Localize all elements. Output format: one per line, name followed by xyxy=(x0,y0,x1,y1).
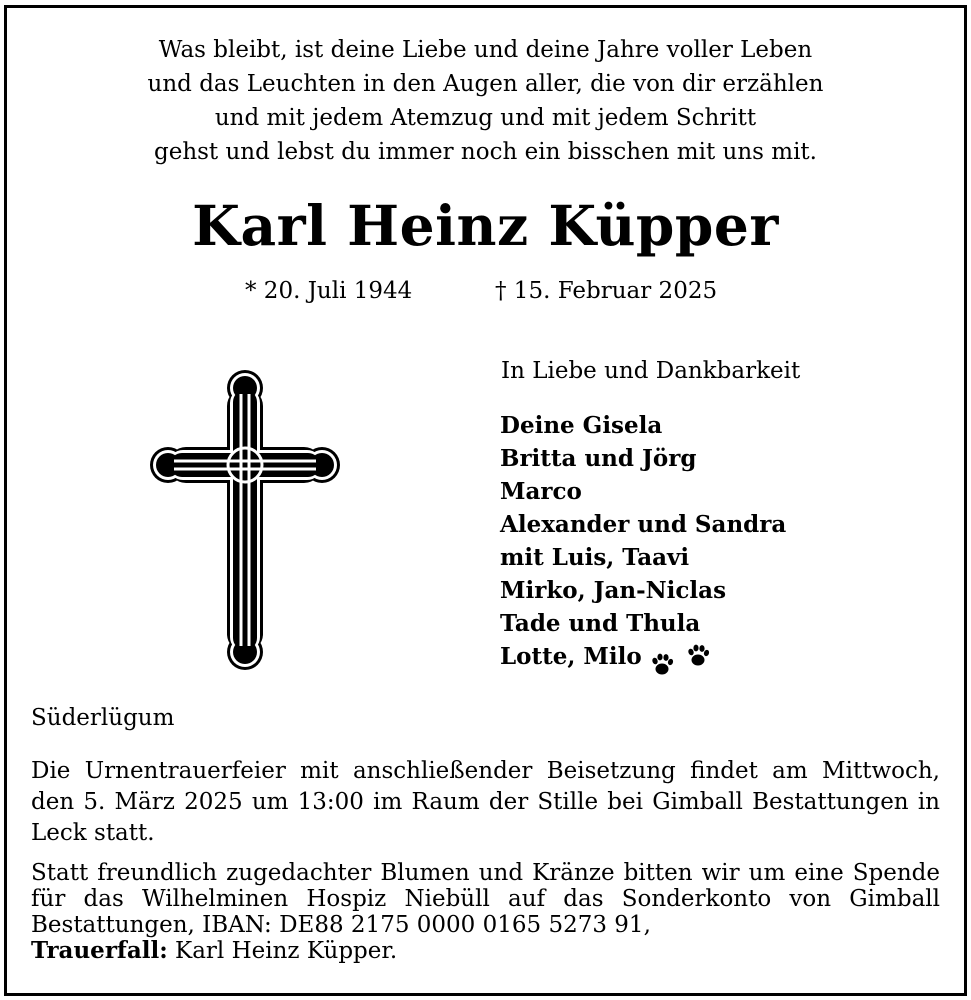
deceased-name: Karl Heinz Küpper xyxy=(192,193,779,258)
paw-print-icon xyxy=(650,651,674,677)
family-member: Tade und Thula xyxy=(500,610,701,637)
death-date: † 15. Februar 2025 xyxy=(495,278,718,304)
family-member-with-pets xyxy=(500,640,786,673)
donation-text: Statt freundlich zugedachter Blumen und Kränze bitten wir um eine Spende für das Wilhelminen Hospiz Niebüll auf das Sonderkonto von Gimball Bestattungen, IBAN: DE88 2175 0000 0165 5273 91, xyxy=(31,860,940,938)
ceremony-text: Die Urnentrauerfeier mit anschließender Beisetzung findet am Mittwoch, den 5. März 2025 um 13:00 im Raum der Stille bei Gimball Bestattungen in Leck statt. xyxy=(31,758,940,846)
family-member: Alexander und Sandra xyxy=(500,511,787,538)
trauerfall-label: Trauerfall: xyxy=(31,937,168,964)
family-member: Lotte, Milo xyxy=(500,643,642,670)
family-member: Marco xyxy=(500,478,582,505)
birth-date: * 20. Juli 1944 xyxy=(245,278,413,304)
donation-block xyxy=(31,860,940,964)
family-member: Britta und Jörg xyxy=(500,445,697,472)
dedication: In Liebe und Dankbarkeit xyxy=(501,358,801,384)
trauerfall-value: Karl Heinz Küpper. xyxy=(175,938,398,964)
family-member: Mirko, Jan-Niclas xyxy=(500,577,727,604)
cross-icon xyxy=(150,370,340,670)
poem-line: und mit jedem Atemzug und mit jedem Schritt xyxy=(214,105,757,131)
family-list xyxy=(500,409,786,673)
family-member: mit Luis, Taavi xyxy=(500,544,690,571)
poem-line: Was bleibt, ist deine Liebe und deine Jahre voller Leben xyxy=(158,37,813,63)
paw-print-icon xyxy=(686,642,710,668)
poem-line: gehst und lebst du immer noch ein bisschen mit uns mit. xyxy=(153,139,817,165)
poem-line: und das Leuchten in den Augen aller, die von dir erzählen xyxy=(147,71,824,97)
place-name: Süderlügum xyxy=(31,705,175,731)
poem xyxy=(0,33,971,169)
family-member: Deine Gisela xyxy=(500,412,663,439)
